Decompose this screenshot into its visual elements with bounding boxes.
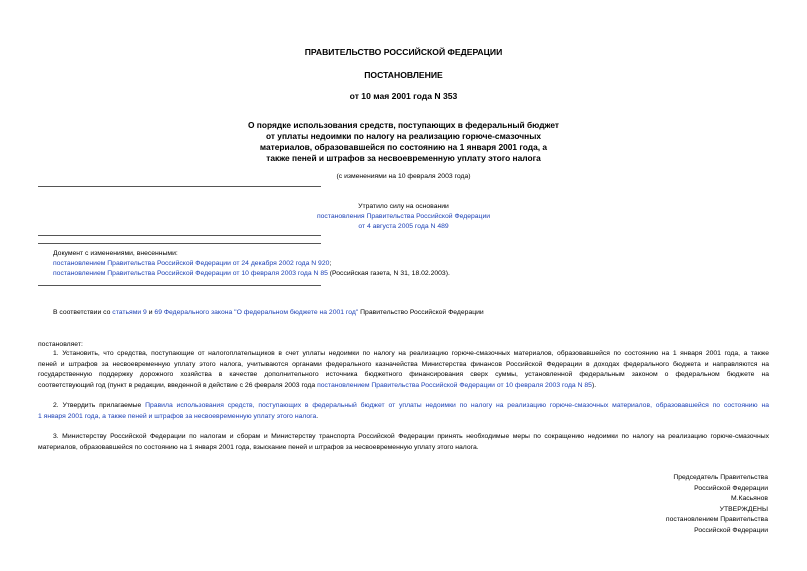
title-line: от уплаты недоимки по налогу на реализацию горюче-смазочных xyxy=(265,131,542,141)
rules-link-continued[interactable]: 1 января 2001 года, а также пеней и штрафов за несвоевременную уплату этого налога xyxy=(38,412,317,420)
publication-note: (Российская газета, N 31, 18.02.2003). xyxy=(327,270,450,277)
paragraph-3 xyxy=(38,432,769,453)
paragraph-1 xyxy=(38,349,769,391)
amendment-note: (с изменениями на 10 февраля 2003 года) xyxy=(336,173,471,180)
document-date-number: от 10 мая 2001 года N 353 xyxy=(349,91,458,101)
document-title xyxy=(0,120,807,164)
title-line: также пеней и штрафов за несвоевременную уплату этого налога xyxy=(266,153,541,163)
changes-intro: Документ с изменениями, внесенными: xyxy=(53,250,178,257)
title-line: О порядке использования средств, поступающих в федеральный бюджет xyxy=(247,120,560,130)
repeal-decree-date-link[interactable]: от 4 августа 2005 года N 489 xyxy=(358,223,449,230)
changes-line-1 xyxy=(53,260,331,267)
divider xyxy=(38,186,321,187)
paragraph-line: государственную поддержку дорожного хозяйства в качестве дополнительного источника бюджетного финансирования сверх суммы, установленной федеральным законом о федеральном бюджете на xyxy=(38,371,769,379)
preamble xyxy=(53,309,484,316)
preamble-text: Правительство Российской Федерации xyxy=(358,309,484,316)
amendment-link-85[interactable]: постановлением Правительства Российской Федерации от 10 февраля 2003 года N 85 xyxy=(53,270,328,277)
preamble-text: и xyxy=(146,309,155,316)
paragraph-text: ). xyxy=(591,381,597,389)
signature-block xyxy=(666,473,768,537)
divider xyxy=(38,285,321,286)
paragraph-line: 1. Установить, что средства, поступающие от налогоплательщиков в счет уплаты недоимки по налогу на реализацию горюче-смазочных материалов, образовавшейся по состоянию на 1 января 2001 года, а также xyxy=(53,350,769,357)
lost-force-text: Утратило силу на основании xyxy=(358,203,449,210)
paragraph-line: 3. Министерству Российской Федерации по налогам и сборам и Министерству транспорта Российской Федерации принять необходимые меры по сокращению недоимки по налогу на реализацию горюче-смазочных xyxy=(53,433,769,440)
signature-line: Председатель Правительства xyxy=(673,474,768,481)
paragraph-line: материалов, образовавшейся по состоянию на 1 января 2001 года, взыскание пеней и штрафов за несвоевременную уплату этого налога. xyxy=(38,443,479,451)
resolves-label: постановляет: xyxy=(38,341,83,348)
preamble-text: В соответствии со xyxy=(53,309,113,316)
divider xyxy=(38,243,321,244)
repeal-decree-link[interactable]: постановления Правительства Российской Федерации xyxy=(316,213,491,220)
law-article-9-link[interactable]: статьями 9 xyxy=(112,309,147,316)
budget-law-link[interactable]: 69 Федерального закона "О федеральном бюджете на 2001 год" xyxy=(154,309,359,316)
signature-line: М.Касьянов xyxy=(730,495,768,503)
signature-line: УТВЕРЖДЕНЫ xyxy=(719,505,768,513)
divider xyxy=(38,235,321,236)
paragraph-text: . xyxy=(316,412,319,420)
signature-line: Российской Федерации xyxy=(694,484,768,492)
signature-line: Российской Федерации xyxy=(694,526,768,534)
amendment-link-85-inline[interactable]: постановлением Правительства Российской Федерации от 10 февраля 2003 года N 85 xyxy=(317,381,592,389)
paragraph-line xyxy=(38,401,769,412)
separator: ; xyxy=(329,260,332,267)
paragraph-line xyxy=(38,412,769,423)
changes-line-2 xyxy=(53,270,450,277)
paragraph-line xyxy=(38,381,769,392)
document-type: ПОСТАНОВЛЕНИЕ xyxy=(364,70,443,80)
paragraph-text: 2. Утвердить прилагаемые xyxy=(53,402,146,409)
amendment-link-920[interactable]: постановлением Правительства Российской Федерации от 24 декабря 2002 года N 920 xyxy=(53,260,330,267)
signature-line: постановлением Правительства xyxy=(665,516,768,524)
paragraph-text: соответствующий год (пункт в редакции, введенной в действие с 26 февраля 2003 года xyxy=(38,381,318,389)
title-line: материалов, образовавшейся по состоянию на 1 января 2001 года, а xyxy=(259,142,548,152)
paragraph-2 xyxy=(38,401,769,422)
paragraph-line: пеней и штрафов за несвоевременную уплату этого налога, учитываются органами федерального казначейства Министерства финансов Российской Федерации в доходах федерального бюджета и направляются на xyxy=(38,360,769,368)
government-heading: ПРАВИТЕЛЬСТВО РОССИЙСКОЙ ФЕДЕРАЦИИ xyxy=(304,47,503,57)
rules-link[interactable]: Правила использования средств, поступающих в федеральный бюджет от уплаты недоимки по налогу на реализацию горюче-смазочных материалов, образовавшейся по состоянию на xyxy=(145,402,769,409)
